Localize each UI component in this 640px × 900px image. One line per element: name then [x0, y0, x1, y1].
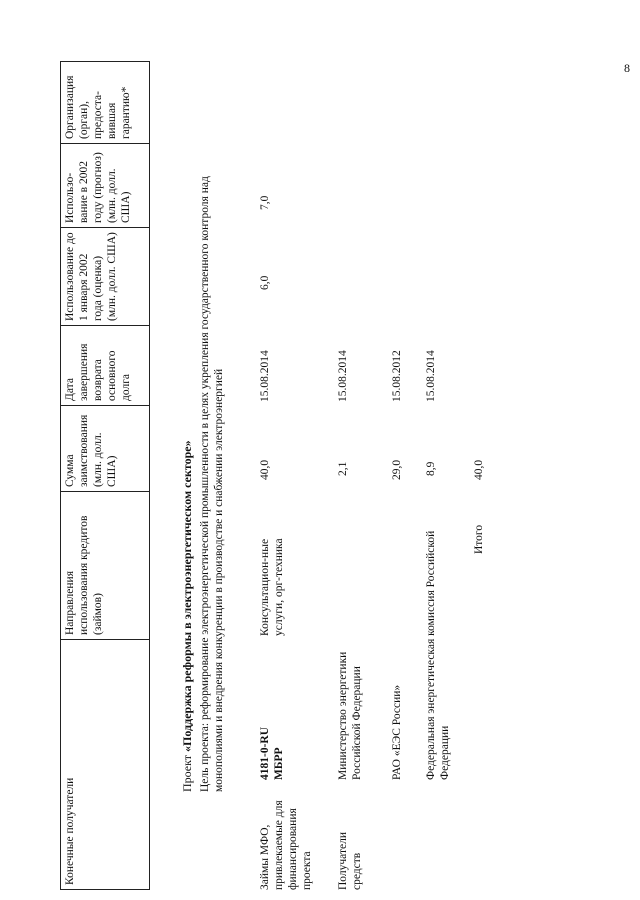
header-cell: Использование до 1 января 2002 года (оценка) (млн. долл. США) — [61, 228, 150, 326]
header-cell: Конечные получатели — [61, 640, 150, 890]
header-cell: Использо-вание в 2002 году (прогноз) (млн. долл. США) — [61, 144, 150, 228]
loan-use-2001: 6,0 — [259, 275, 271, 290]
recipient-amount: 8,9 — [425, 461, 437, 476]
project-goal: Цель проекта: реформирование электроэнергетической промышленности в целях укрепления государственного контроля над монополиями и внедрения конкуренции в производстве и снабжении электроэнергией — [199, 176, 226, 792]
loan-date: 15.08.2014 — [259, 350, 271, 402]
project-title — [180, 440, 195, 792]
header-table — [60, 61, 150, 890]
page-number: 8 — [624, 61, 630, 75]
header-cell: Сумма заимствования (млн. долл. США) — [61, 406, 150, 492]
loan-code — [258, 660, 286, 780]
loans-label: Займы МФО, привлекаемые для финансирования проекта — [259, 800, 314, 890]
header-cell: Дата завершения возврата основного долга — [61, 326, 150, 406]
total-label: Итого — [473, 524, 485, 554]
loan-code-text: 4181-0-RU — [259, 726, 271, 780]
recipient-name: Министерство энергетики Российской Федерации — [337, 651, 364, 780]
recipient-amount: 2,1 — [337, 461, 349, 476]
recipient-name: Федеральная энергетическая комиссия Российской Федерации — [425, 530, 452, 780]
total-amount: 40,0 — [473, 459, 485, 480]
rotated-page-content — [60, 50, 620, 890]
loan-org-text: МБРР — [273, 747, 286, 780]
loan-purpose: Консультацион-ные услуги, орг-техника — [259, 538, 286, 636]
recipients-label: Получатели средств — [337, 831, 364, 890]
header-row — [61, 62, 150, 890]
recipient-amount: 29,0 — [391, 459, 403, 480]
loan-use-2002: 7,0 — [259, 195, 271, 210]
recipient-date: 15.08.2014 — [425, 350, 437, 402]
recipient-date: 15.08.2012 — [391, 350, 403, 402]
header-cell: Организация (орган), предоста-вившая гарантию* — [61, 62, 150, 144]
project-name: «Поддержка реформы в электроэнергетическом секторе» — [180, 440, 194, 752]
loan-amount: 40,0 — [259, 459, 271, 480]
header-cell: Направления использования кредитов (займов) — [61, 492, 150, 640]
recipient-name: РАО «ЕЭС России» — [391, 684, 403, 780]
project-prefix: Проект — [180, 751, 194, 792]
recipient-date: 15.08.2014 — [337, 350, 349, 402]
